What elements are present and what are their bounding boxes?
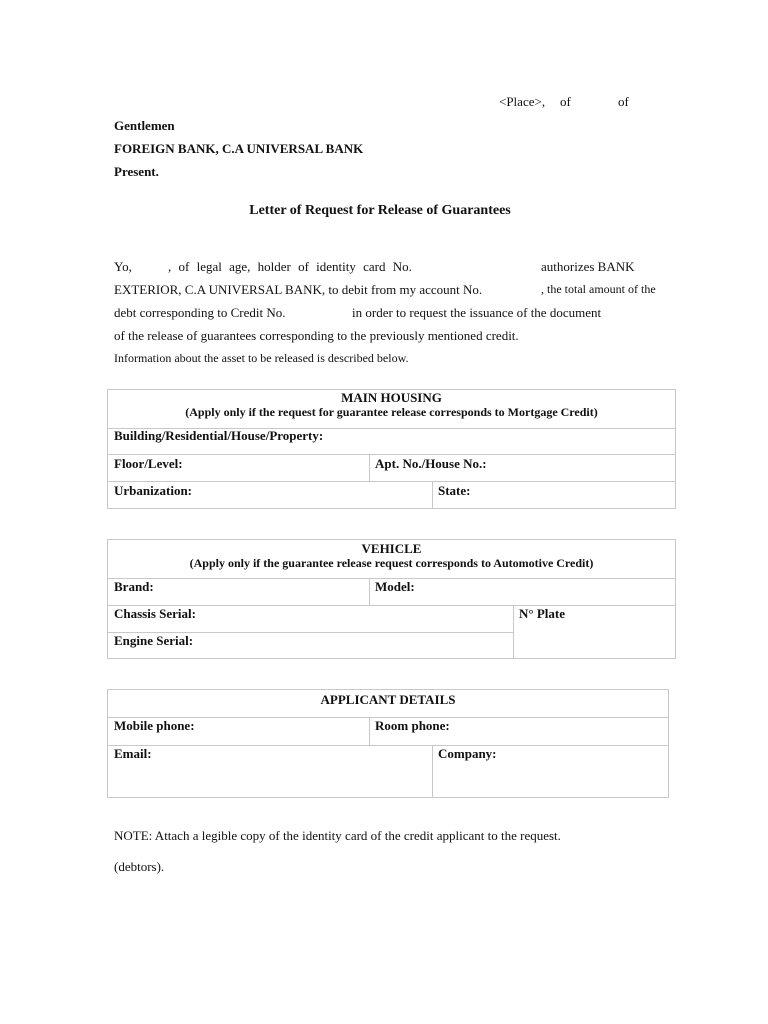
model-label: Model: bbox=[375, 579, 415, 594]
floor-label: Floor/Level: bbox=[114, 456, 183, 471]
email-label: Email: bbox=[114, 746, 152, 761]
body-total: , the total amount of the bbox=[541, 282, 656, 296]
apt-label: Apt. No./House No.: bbox=[375, 456, 487, 471]
salutation: Gentlemen bbox=[114, 118, 175, 133]
body-issuance: in order to request the issuance of the document bbox=[352, 305, 602, 320]
vehicle-subtitle: (Apply only if the guarantee release request corresponds to Automotive Credit) bbox=[189, 556, 594, 570]
note-text: NOTE: Attach a legible copy of the identity card of the credit applicant to the request. bbox=[114, 828, 561, 843]
housing-subtitle: (Apply only if the request for guarantee release corresponds to Mortgage Credit) bbox=[185, 405, 598, 419]
date-of-1: of bbox=[560, 94, 571, 109]
note-debtors: (debtors). bbox=[114, 859, 165, 874]
engine-label: Engine Serial: bbox=[114, 633, 194, 648]
body-credit: debt corresponding to Credit No. bbox=[114, 305, 286, 320]
state-label: State: bbox=[438, 483, 471, 498]
date-of-2: of bbox=[618, 94, 629, 109]
mobile-label: Mobile phone: bbox=[114, 718, 195, 733]
body-authorizes: authorizes BANK bbox=[541, 259, 635, 274]
vehicle-title: VEHICLE bbox=[361, 541, 422, 556]
housing-title: MAIN HOUSING bbox=[341, 390, 442, 405]
addressee: FOREIGN BANK, C.A UNIVERSAL BANK bbox=[114, 141, 364, 156]
body-legal-age: , of legal age, holder of identity card No. bbox=[168, 259, 412, 274]
present-text: Present. bbox=[114, 164, 159, 179]
building-label: Building/Residential/House/Property: bbox=[114, 428, 324, 443]
plate-label: N° Plate bbox=[519, 606, 565, 621]
body-debit: EXTERIOR, C.A UNIVERSAL BANK, to debit from my account No. bbox=[114, 282, 483, 297]
body-release: of the release of guarantees corresponding to the previously mentioned credit. bbox=[114, 328, 519, 343]
company-label: Company: bbox=[438, 746, 497, 761]
place-text: <Place>, bbox=[499, 94, 546, 109]
housing-table bbox=[107, 389, 676, 509]
brand-label: Brand: bbox=[114, 579, 154, 594]
body-yo: Yo, bbox=[114, 259, 132, 274]
applicant-table bbox=[107, 689, 669, 798]
letter-title: Letter of Request for Release of Guarantees bbox=[249, 203, 511, 218]
urbanization-label: Urbanization: bbox=[114, 483, 192, 498]
chassis-label: Chassis Serial: bbox=[114, 606, 196, 621]
room-phone-label: Room phone: bbox=[375, 718, 450, 733]
vehicle-table bbox=[107, 539, 676, 659]
applicant-title: APPLICANT DETAILS bbox=[320, 692, 456, 707]
body-info: Information about the asset to be released is described below. bbox=[114, 351, 409, 365]
